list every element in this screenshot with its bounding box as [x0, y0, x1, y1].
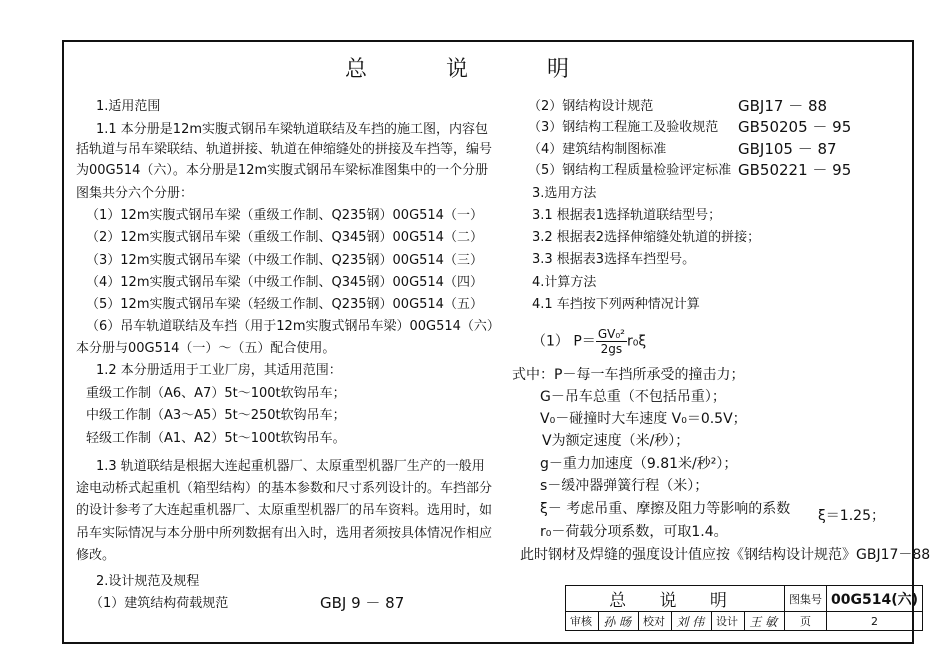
left-text-line: （4）12m实腹式钢吊车梁（中级工作制、Q345钢）00G514（四） [86, 275, 483, 290]
left-text-line: （2）12m实腹式钢吊车梁（重级工作制、Q345钢）00G514（二） [86, 230, 483, 245]
check-signature: 刘 伟 [672, 612, 712, 631]
impact-formula [532, 327, 646, 356]
standard-code: GBJ 9 － 87 [320, 594, 405, 612]
atlas-number: 00G514(六) [827, 586, 923, 612]
formula-definition-line: 此时钢材及焊缝的强度设计值应按《钢结构设计规范》GBJ17－88 [520, 547, 931, 563]
standard-label: （5）钢结构工程质量检验评定标准 [528, 163, 732, 178]
standard-code: GB50205 － 95 [738, 118, 852, 136]
formula-definition-line: s－缓冲器弹簧行程（米）； [540, 478, 709, 494]
left-text-line: 1.1 本分册是12m实腹式钢吊车梁轨道联结及车挡的施工图，内容包 [96, 122, 489, 137]
standard-label: （3）钢结构工程施工及验收规范 [528, 120, 719, 135]
left-text-line: （3）12m实腹式钢吊车梁（中级工作制、Q235钢）00G514（三） [86, 253, 483, 268]
standard-row [528, 161, 852, 179]
check-label: 校对 [638, 612, 671, 631]
right-text-line: 3.选用方法 [532, 186, 597, 201]
left-text-line: 为00G514（六）。本分册是12m实腹式钢吊车梁标准图集中的一个分册 [76, 163, 489, 178]
left-text-line: 1.2 本分册适用于工业厂房，其适用范围： [96, 363, 342, 378]
left-text-line: 中级工作制（A3～A5）5t～250t软钩吊车； [86, 408, 346, 423]
page-number: 2 [827, 612, 923, 631]
formula-fraction [596, 327, 627, 356]
right-text-line: 3.2 根据表2选择伸缩缝处轨道的拼接； [532, 230, 761, 245]
standard-row [528, 97, 828, 115]
left-text-line: 1.适用范围 [96, 99, 161, 114]
title-block [565, 585, 923, 631]
formula-suffix: r₀ξ [626, 333, 647, 350]
right-text-line: 3.3 根据表3选择车挡型号。 [532, 252, 696, 267]
page-title: 总 说 明 [345, 57, 605, 82]
atlas-label: 图集号 [785, 586, 827, 612]
left-text-line: 修改。 [76, 548, 116, 563]
standard-row [90, 594, 405, 612]
formula-definition-line: ξ－ 考虑吊重、摩擦及阻力等影响的系数 [540, 501, 791, 517]
right-text-line: 4.1 车挡按下列两种情况计算 [532, 297, 700, 312]
standard-code: GBJ105 － 87 [738, 140, 837, 158]
standard-label: （1）建筑结构荷载规范 [90, 596, 229, 611]
left-text-line: 重级工作制（A6、A7）5t～100t软钩吊车； [86, 386, 346, 401]
right-text-line: 4.计算方法 [532, 275, 597, 290]
page-label: 页 [785, 612, 827, 631]
left-text-line: （1）12m实腹式钢吊车梁（重级工作制、Q235钢）00G514（一） [86, 208, 483, 223]
left-text-line: 的设计参考了大连起重机器厂、太原重型机器厂的吊车资料。选用时，如 [76, 503, 493, 518]
standard-label: （4）建筑结构制图标准 [528, 142, 667, 157]
left-text-line: 吊车实际情况与本分册中所列数据有出入时，选用者须按具体情况作相应 [76, 526, 493, 541]
left-text-line: 途电动桥式起重机（箱型结构）的基本参数和尺寸系列设计的。车挡部分 [76, 481, 493, 496]
formula-definition-line: 式中：P－每一车挡所承受的撞击力； [512, 367, 745, 383]
left-text-line: （5）12m实腹式钢吊车梁（轻级工作制、Q235钢）00G514（五） [86, 297, 483, 312]
title-block-name: 总 说 明 [566, 586, 785, 612]
formula-prefix: （1） P＝ [532, 333, 596, 350]
formula-definition-line: G－吊车总重（不包括吊重）； [540, 389, 726, 405]
right-text-line: 3.1 根据表1选择轨道联结型号； [532, 208, 722, 223]
design-signature: 王 敏 [745, 612, 785, 631]
formula-denominator: 2gs [600, 342, 623, 356]
standard-label: （2）钢结构设计规范 [528, 99, 654, 114]
standard-row [528, 140, 837, 158]
xi-value: ξ＝1.25； [818, 508, 885, 524]
review-signature: 孙 旸 [599, 612, 639, 631]
standard-row [528, 118, 852, 136]
left-text-line: 图集共分六个分册： [76, 186, 194, 201]
formula-definition-line: V₀－碰撞时大车速度 V₀＝0.5V； [540, 411, 747, 427]
left-text-line: 2.设计规范及规程 [96, 574, 200, 589]
standard-code: GB50221 － 95 [738, 161, 852, 179]
left-text-line: 1.3 轨道联结是根据大连起重机器厂、太原重型机器厂生产的一般用 [96, 459, 485, 474]
left-text-line: 本分册与00G514（一）～（五）配合使用。 [76, 341, 336, 356]
left-text-line: 括轨道与吊车梁联结、轨道拼接、轨道在伸缩缝处的拼接及车挡等，编号 [76, 142, 493, 157]
standard-code: GBJ17 － 88 [738, 97, 828, 115]
formula-definition-line: V为额定速度（米/秒）； [542, 433, 690, 449]
left-text-line: 轻级工作制（A1、A2）5t～100t软钩吊车。 [86, 431, 346, 446]
left-text-line: （6）吊车轨道联结及车挡（用于12m实腹式钢吊车梁）00G514（六） [86, 319, 500, 334]
design-label: 设计 [711, 612, 744, 631]
formula-definition-line: g－重力加速度（9.81米/秒²）； [540, 456, 738, 472]
review-label: 审核 [566, 612, 599, 631]
formula-numerator: GV₀² [597, 327, 625, 341]
formula-definition-line: r₀－荷载分项系数，可取1.4。 [540, 524, 728, 540]
